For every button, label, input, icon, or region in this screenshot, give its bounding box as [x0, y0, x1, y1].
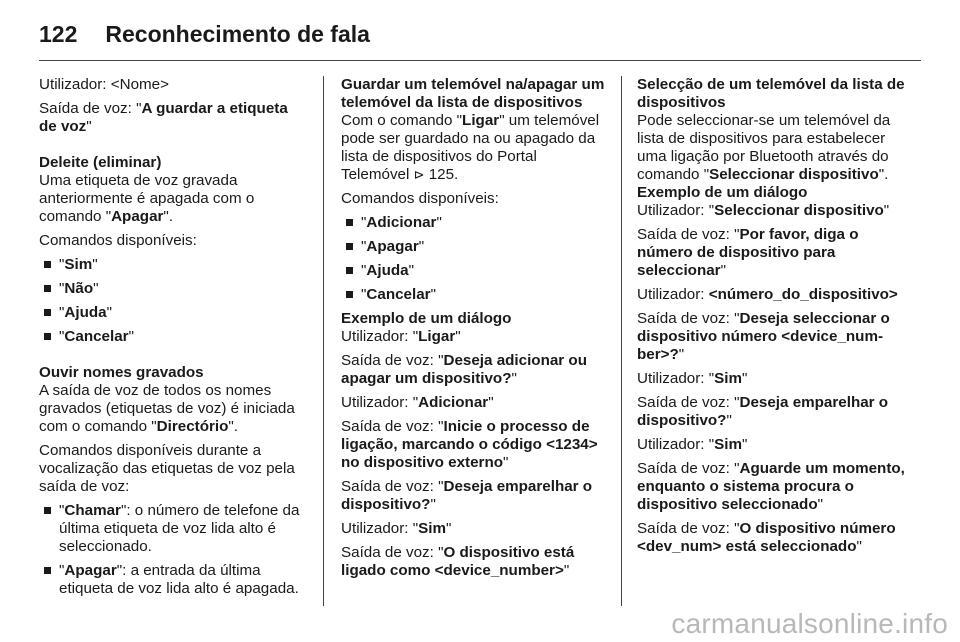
- dialog-line: Utilizador: <número_do_dispositivo>: [637, 286, 898, 303]
- dialog-line: Saída de voz: "O dispositivo número <dev_num> está seleccionado": [637, 520, 896, 555]
- paragraph: Saída de voz: "A guardar a etiqueta de voz": [39, 100, 288, 135]
- list-item: "Ajuda": [341, 262, 607, 280]
- dialog-line: Utilizador: "Ligar": [341, 328, 461, 345]
- page-number: 122: [39, 20, 78, 47]
- column-divider-2: [621, 76, 622, 606]
- paragraph: A saída de voz de todos os nomes gravados (etiquetas de voz) é iniciada com o comando "Directório".: [39, 382, 295, 435]
- column-3: [637, 76, 907, 562]
- dialog-line: Saída de voz: "Por favor, diga o número de dispositivo para seleccionar": [637, 226, 859, 279]
- dialog-line: Utilizador: "Sim": [341, 520, 452, 537]
- page-title: Reconhecimento de fala: [105, 20, 370, 47]
- bullet-square-icon: [44, 309, 51, 316]
- paragraph: Com o comando "Ligar" um telemóvel pode ser guardado na ou apagado da lista de dispositivos do Portal Telemóvel ⊳ 125.: [341, 112, 600, 183]
- dialog-line: Saída de voz: "Inicie o processo de ligação, marcando o código <1234> no dispositivo externo": [341, 418, 598, 471]
- dialog-line: Utilizador: "Sim": [637, 370, 748, 387]
- bullet-square-icon: [346, 219, 353, 226]
- bullet-square-icon: [44, 333, 51, 340]
- section-heading: Guardar um telemóvel na/apagar um telemóvel da lista de dispositivos: [341, 76, 605, 111]
- dialog-line: Utilizador: "Seleccionar dispositivo": [637, 202, 890, 219]
- paragraph: Comandos disponíveis durante a vocalização das etiquetas de voz pela saída de voz:: [39, 442, 295, 495]
- list-item: "Cancelar": [39, 328, 309, 346]
- dialog-line: Saída de voz: "Deseja emparelhar o dispositivo?": [341, 478, 593, 513]
- command-list: [39, 256, 309, 346]
- column-divider-1: [323, 76, 324, 606]
- dialog-line: Saída de voz: "O dispositivo está ligado como <device_number>": [341, 544, 575, 579]
- bullet-square-icon: [346, 267, 353, 274]
- paragraph: Utilizador: <Nome>: [39, 76, 169, 93]
- bullet-square-icon: [44, 567, 51, 574]
- section-heading: Exemplo de um diálogo: [341, 310, 512, 327]
- list-item: "Não": [39, 280, 309, 298]
- section-heading: Ouvir nomes gravados: [39, 364, 204, 381]
- column-1: [39, 76, 309, 604]
- paragraph: Pode seleccionar-se um telemóvel da lista de dispositivos para estabelecer uma ligação por Bluetooth através do comando "Seleccionar dispositivo".: [637, 112, 891, 183]
- list-item: "Apagar": a entrada da última etiqueta de voz lida alto é apagada.: [39, 562, 309, 598]
- bullet-square-icon: [346, 291, 353, 298]
- watermark: carmanualsonline.info: [671, 608, 948, 639]
- list-item: "Chamar": o número de telefone da última etiqueta de voz lida alto é seleccionado.: [39, 502, 309, 556]
- paragraph: Uma etiqueta de voz gravada anteriormente é apagada com o comando "Apagar".: [39, 172, 255, 225]
- column-2: [341, 76, 607, 586]
- bullet-square-icon: [44, 261, 51, 268]
- bullet-square-icon: [44, 285, 51, 292]
- page-reference-icon: ⊳: [413, 167, 425, 182]
- dialog-line: Saída de voz: "Aguarde um momento, enquanto o sistema procura o dispositivo seleccionado": [637, 460, 905, 513]
- dialog-line: Utilizador: "Adicionar": [341, 394, 494, 411]
- dialog-line: Utilizador: "Sim": [637, 436, 748, 453]
- command-list: [341, 214, 607, 304]
- list-item: "Apagar": [341, 238, 607, 256]
- list-item: "Adicionar": [341, 214, 607, 232]
- command-list: [39, 502, 309, 598]
- list-item: "Ajuda": [39, 304, 309, 322]
- paragraph: Comandos disponíveis:: [39, 232, 197, 249]
- dialog-line: Saída de voz: "Deseja seleccionar o dispositivo número <device_num-ber>?": [637, 310, 890, 363]
- section-heading: Selecção de um telemóvel da lista de dispositivos: [637, 76, 905, 111]
- page-header: [39, 14, 370, 54]
- list-item: "Cancelar": [341, 286, 607, 304]
- bullet-square-icon: [346, 243, 353, 250]
- section-heading: Exemplo de um diálogo: [637, 184, 808, 201]
- dialog-line: Saída de voz: "Deseja emparelhar o dispositivo?": [637, 394, 889, 429]
- list-item: "Sim": [39, 256, 309, 274]
- dialog-line: Saída de voz: "Deseja adicionar ou apagar um dispositivo?": [341, 352, 587, 387]
- header-rule: [39, 60, 921, 61]
- section-heading: Deleite (eliminar): [39, 154, 162, 171]
- bullet-square-icon: [44, 507, 51, 514]
- paragraph: Comandos disponíveis:: [341, 190, 499, 207]
